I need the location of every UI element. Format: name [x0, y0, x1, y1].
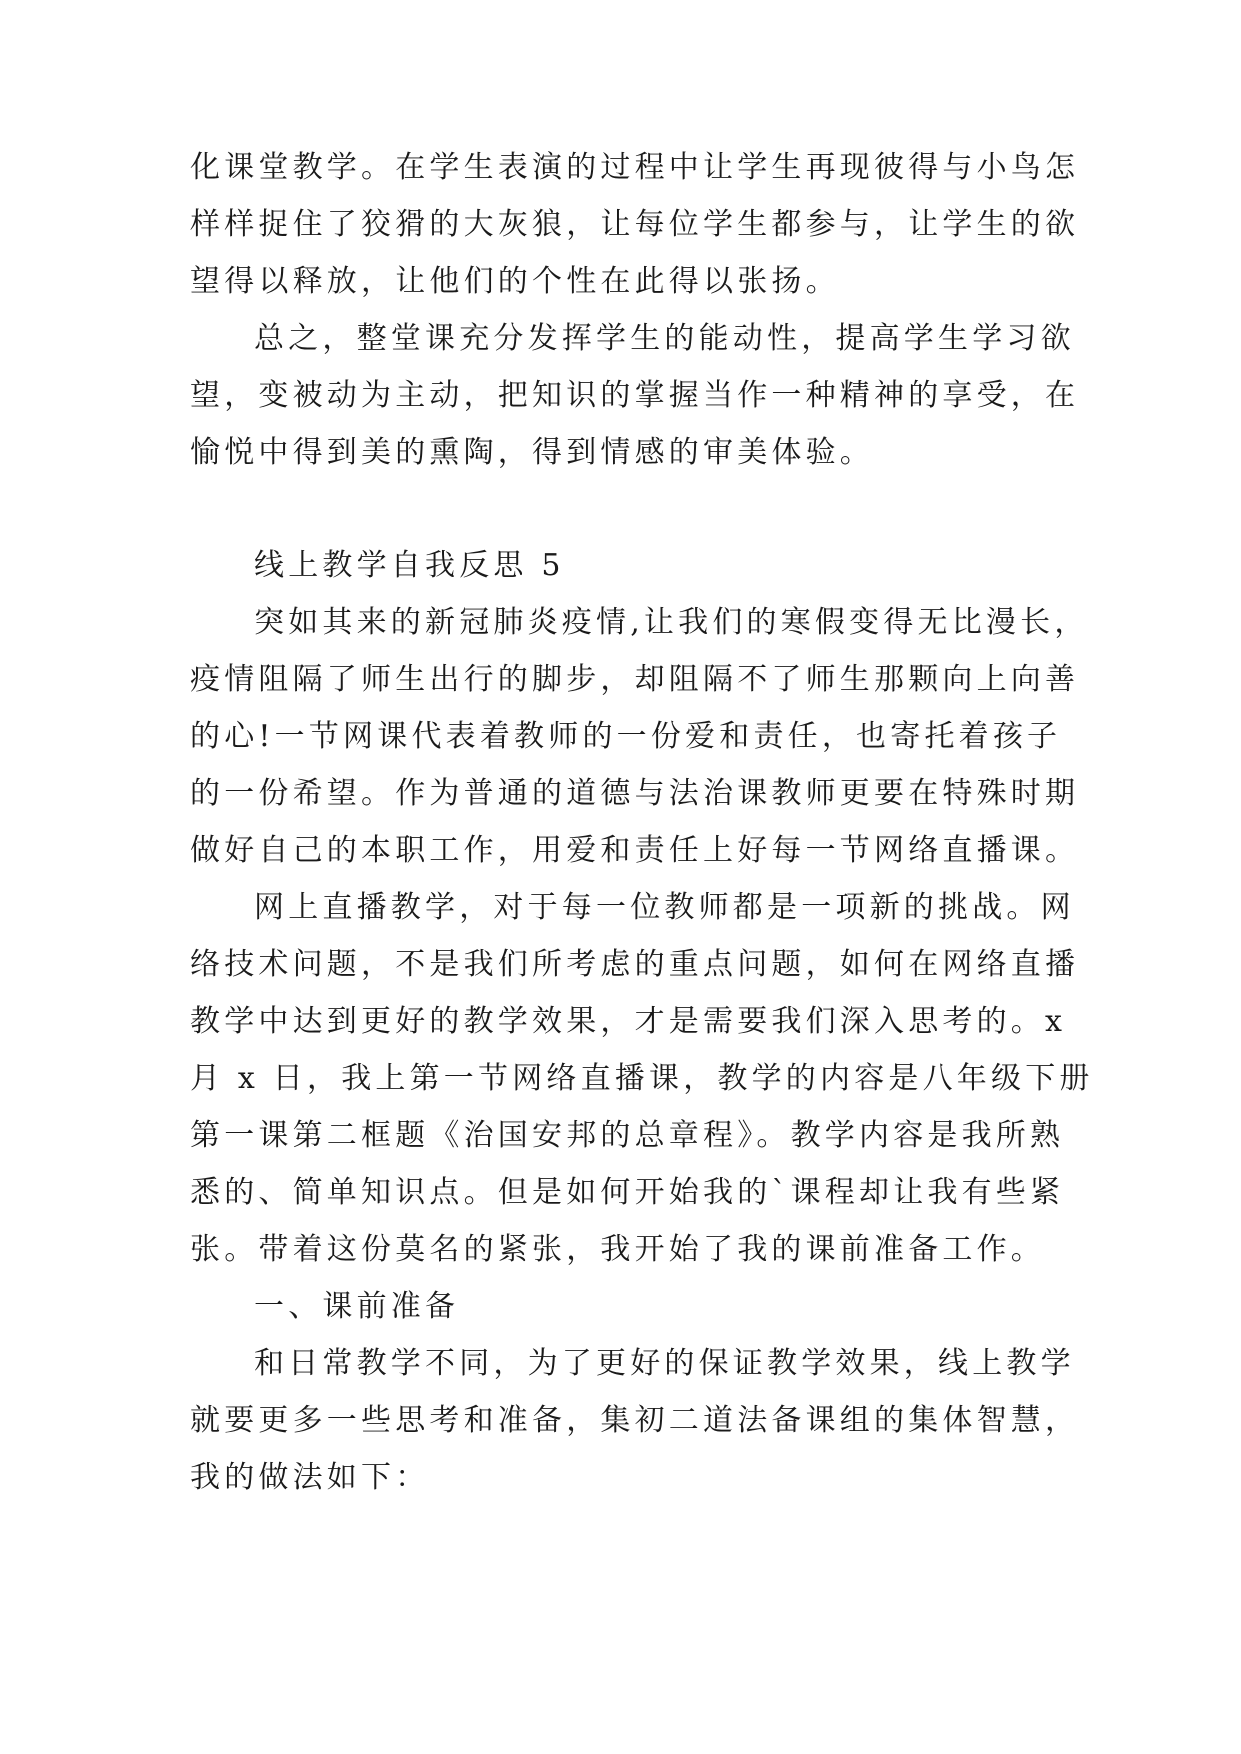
text-line: 教学中达到更好的教学效果，才是需要我们深入思考的。x	[190, 1004, 1067, 1039]
text-line: 就要更多一些思考和准备，集初二道法备课组的集体智慧，	[190, 1403, 1080, 1438]
text-line: 我的做法如下：	[190, 1460, 430, 1495]
text-line: 望得以释放，让他们的个性在此得以张扬。	[190, 264, 840, 299]
text-line: 的一份希望。作为普通的道德与法治课教师更要在特殊时期	[190, 776, 1080, 811]
text-line: 样样捉住了狡猾的大灰狼，让每位学生都参与，让学生的欲	[190, 207, 1080, 242]
text-line: 和日常教学不同，为了更好的保证教学效果，线上教学	[254, 1346, 1075, 1381]
text-line: 络技术问题，不是我们所考虑的重点问题，如何在网络直播	[190, 947, 1080, 982]
text-line: 总之，整堂课充分发挥学生的能动性，提高学生学习欲	[254, 321, 1075, 356]
text-line: 突如其来的新冠肺炎疫情,让我们的寒假变得无比漫长，	[254, 605, 1089, 640]
text-line: 月 x 日，我上第一节网络直播课，教学的内容是八年级下册	[190, 1061, 1094, 1096]
text-line: 张。带着这份莫名的紧张，我开始了我的课前准备工作。	[190, 1232, 1045, 1267]
section-heading: 线上教学自我反思 5	[254, 548, 565, 583]
text-line: 网上直播教学，对于每一位教师都是一项新的挑战。网	[254, 890, 1075, 925]
subsection-heading: 一、课前准备	[254, 1289, 460, 1324]
text-line: 悉的、简单知识点。但是如何开始我的`课程却让我有些紧	[190, 1175, 1065, 1210]
text-line: 化课堂教学。在学生表演的过程中让学生再现彼得与小鸟怎	[190, 150, 1080, 185]
text-line: 做好自己的本职工作，用爱和责任上好每一节网络直播课。	[190, 833, 1080, 868]
text-line: 的心!一节网课代表着教师的一份爱和责任，也寄托着孩子	[190, 719, 1062, 754]
text-line: 疫情阻隔了师生出行的脚步，却阻隔不了师生那颗向上向善	[190, 662, 1080, 697]
text-line: 第一课第二框题《治国安邦的总章程》。教学内容是我所熟	[190, 1118, 1065, 1153]
text-line: 愉悦中得到美的熏陶，得到情感的审美体验。	[190, 435, 874, 470]
text-line: 望，变被动为主动，把知识的掌握当作一种精神的享受，在	[190, 378, 1080, 413]
